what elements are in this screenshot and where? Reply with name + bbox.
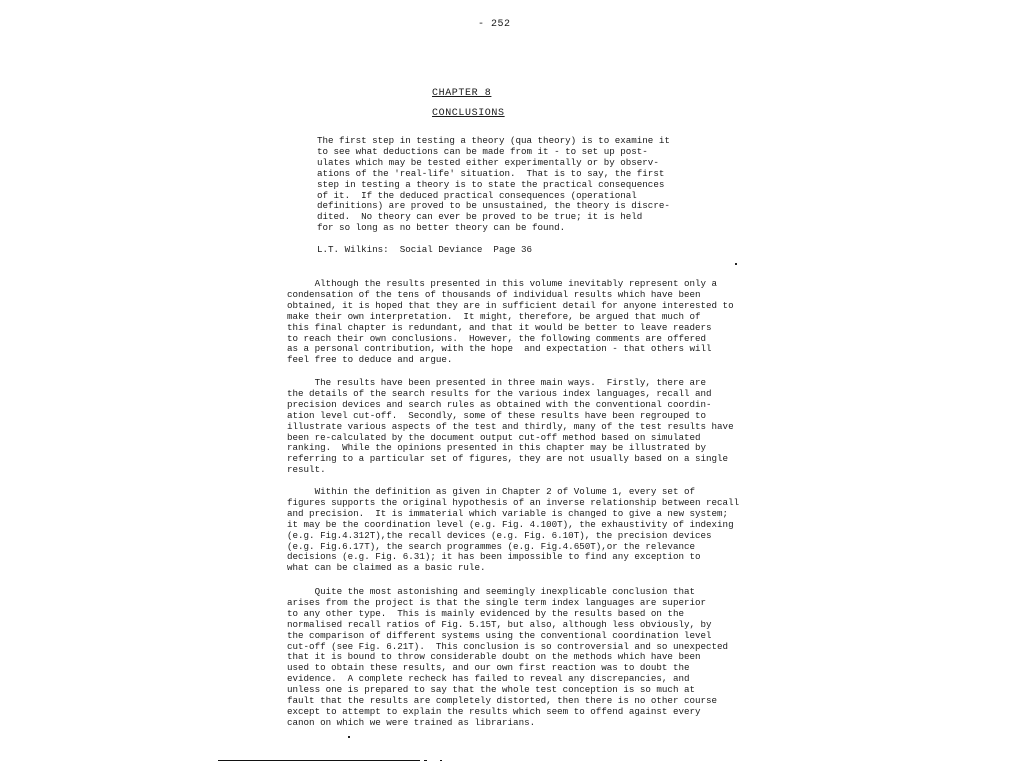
- text-line: ations of the 'real-life' situation. That is to say, the first: [317, 167, 665, 179]
- text-line: of it. If the deduced practical consequences (operational: [317, 189, 637, 201]
- paragraph-4: [287, 586, 729, 729]
- text-line: for so long as no better theory can be found.: [317, 222, 566, 234]
- text-line: step in testing a theory is to state the practical consequences: [317, 178, 665, 190]
- text-line: the details of the search results for the various index languages, recall and: [287, 387, 712, 399]
- epigraph-quote: [317, 135, 670, 234]
- text-line: (e.g. Fig.4.312T),the recall devices (e.g. Fig. 6.10T), the precision devices: [287, 529, 712, 541]
- text-line: make their own interpretation. It might, therefore, be argued that much of: [287, 310, 701, 322]
- epigraph-attribution: L.T. Wilkins: Social Deviance Page 36: [317, 244, 533, 255]
- text-line: except to attempt to explain the results which seem to offend against every: [287, 705, 701, 717]
- text-line: condensation of the tens of thousands of individual results which have been: [287, 288, 701, 300]
- text-line: precision devices and search rules as obtained with the conventional coordin-: [287, 398, 712, 410]
- text-line: feel free to deduce and argue.: [287, 354, 453, 366]
- text-line: Within the definition as given in Chapter 2 of Volume 1, every set of: [287, 486, 695, 497]
- paragraph-2: [287, 377, 734, 476]
- text-line: obtained, it is hoped that they are in sufficient detail for anyone interested to: [287, 299, 734, 311]
- text-line: to see what deductions can be made from it - to set up post-: [317, 145, 648, 157]
- paragraph-3: [287, 486, 740, 574]
- chapter-title: CONCLUSIONS: [432, 108, 505, 119]
- text-line: used to obtain these results, and our own first reaction was to doubt the: [287, 662, 690, 674]
- scan-speck: [735, 263, 737, 265]
- text-line: ranking. While the opinions presented in this chapter may be illustrated by: [287, 442, 707, 454]
- scan-speck: [348, 736, 350, 738]
- paragraph-1: [287, 278, 734, 366]
- text-line: and precision. It is immaterial which variable is changed to give a new system;: [287, 507, 729, 519]
- text-line: dited. No theory can ever be proved to be true; it is held: [317, 211, 643, 223]
- footer-rule-dash: [440, 760, 442, 761]
- chapter-label: CHAPTER 8: [432, 88, 492, 99]
- text-line: to reach their own conclusions. However, the following comments are offered: [287, 332, 707, 344]
- text-line: to any other type. This is mainly evidenced by the results based on the: [287, 607, 684, 619]
- page-number: - 252: [478, 19, 511, 30]
- text-line: normalised recall ratios of Fig. 5.15T, but also, although less obviously, by: [287, 618, 712, 630]
- text-line: what can be claimed as a basic rule.: [287, 562, 486, 574]
- text-line: been re-calculated by the document output cut-off method based on simulated: [287, 431, 701, 443]
- footer-rule-dash: [424, 760, 427, 761]
- text-line: as a personal contribution, with the hope and expectation - that others will: [287, 343, 712, 355]
- footer-rule-dash: [414, 760, 420, 761]
- text-line: The first step in testing a theory (qua theory) is to examine it: [317, 135, 670, 146]
- text-line: The results have been presented in three main ways. Firstly, there are: [287, 377, 707, 388]
- text-line: that it is bound to throw considerable doubt on the methods which have been: [287, 651, 701, 663]
- text-line: illustrate various aspects of the test and thirdly, many of the test results have: [287, 420, 734, 432]
- text-line: referring to a particular set of figures, they are not usually based on a single: [287, 453, 729, 465]
- text-line: ulates which may be tested either experimentally or by observ-: [317, 156, 659, 168]
- text-line: decisions (e.g. Fig. 6.31); it has been impossible to find any exception to: [287, 551, 701, 563]
- text-line: fault that the results are completely distorted, then there is no other course: [287, 695, 718, 707]
- text-line: Although the results presented in this volume inevitably represent only a: [287, 278, 718, 289]
- text-line: arises from the project is that the single term index languages are superior: [287, 596, 707, 608]
- text-line: (e.g. Fig.6.17T), the search programmes (e.g. Fig.4.650T),or the relevance: [287, 540, 695, 552]
- text-line: canon on which we were trained as librarians.: [287, 716, 536, 728]
- text-line: the comparison of different systems using the conventional coordination level: [287, 629, 712, 641]
- text-line: it may be the coordination level (e.g. Fig. 4.100T), the exhaustivity of indexing: [287, 518, 734, 530]
- text-line: cut-off (see Fig. 6.21T). This conclusion is so controversial and so unexpected: [287, 640, 729, 652]
- footer-rule-dash: [398, 760, 410, 761]
- text-line: Quite the most astonishing and seemingly inexplicable conclusion that: [287, 586, 695, 597]
- text-line: this final chapter is redundant, and that it would be better to leave readers: [287, 321, 712, 333]
- text-line: figures supports the original hypothesis of an inverse relationship between recall: [287, 496, 740, 508]
- text-line: evidence. A complete recheck has failed to reveal any discrepancies, and: [287, 673, 690, 685]
- text-line: definitions) are proved to be unsustained, the theory is discre-: [317, 200, 670, 212]
- footer-rule: [218, 760, 418, 761]
- text-line: unless one is prepared to say that the whole test conception is so much at: [287, 684, 695, 696]
- text-line: result.: [287, 464, 326, 476]
- text-line: ation level cut-off. Secondly, some of these results have been regrouped to: [287, 409, 707, 421]
